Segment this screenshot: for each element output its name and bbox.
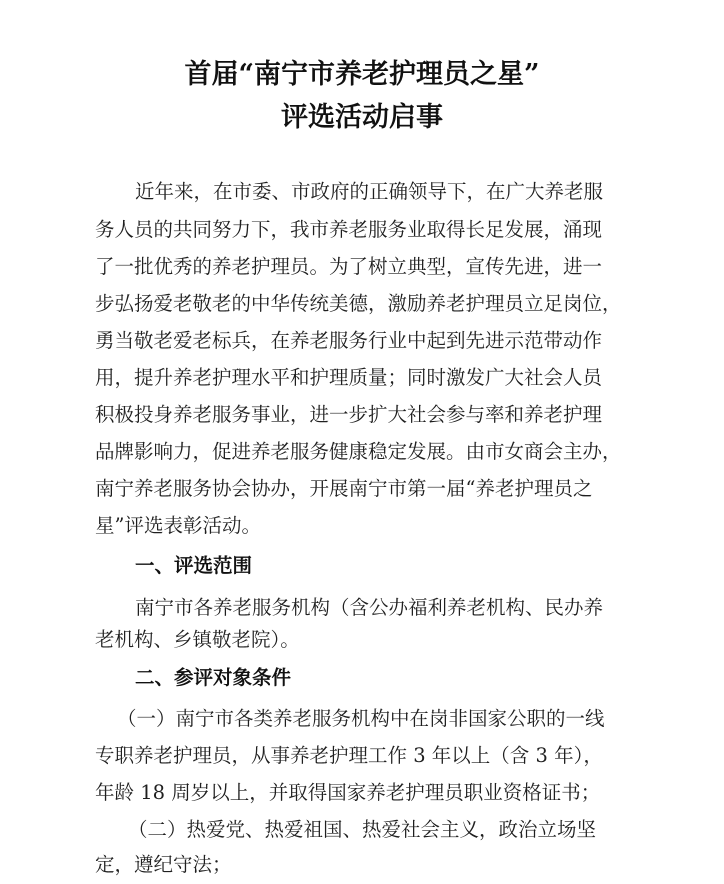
intro-line: 星”评选表彰活动。	[95, 514, 261, 537]
intro-line: 近年来，在市委、市政府的正确领导下，在广大养老服	[135, 180, 604, 203]
section-line: 老机构、乡镇敬老院）。	[95, 628, 300, 651]
intro-line: 了一批优秀的养老护理员。为了树立典型，宣传先进，进一	[95, 255, 603, 278]
document-title-line-2: 评选活动启事	[281, 102, 443, 133]
intro-line: 品牌影响力，促进养老服务健康稳定发展。由市女商会主办，	[95, 440, 622, 463]
document-title-line-1: 首届“南宁市养老护理员之星”	[184, 59, 540, 90]
section-line: （二）热爱党、热爱祖国、热爱社会主义，政治立场坚	[128, 818, 597, 841]
intro-line: 务人员的共同努力下，我市养老服务业取得长足发展，涌现	[95, 218, 603, 241]
section-line: （一）南宁市各类养老服务机构中在岗非国家公职的一线	[117, 707, 605, 730]
intro-line: 步弘扬爱老敬老的中华传统美德，激励养老护理员立足岗位，	[95, 292, 622, 315]
section-heading-criteria: 二、参评对象条件	[135, 666, 292, 689]
section-heading-scope: 一、评选范围	[135, 554, 253, 577]
intro-line: 用，提升养老护理水平和护理质量；同时激发广大社会人员	[95, 366, 603, 389]
section-line: 定，遵纪守法；	[95, 853, 232, 876]
intro-line: 勇当敬老爱老标兵，在养老服务行业中起到先进示范带动作	[95, 329, 603, 352]
intro-line: 南宁养老服务协会协办，开展南宁市第一届“养老护理员之	[95, 477, 593, 500]
section-line: 专职养老护理员，从事养老护理工作 3 年以上（含 3 年），	[95, 744, 603, 767]
section-line: 南宁市各养老服务机构（含公办福利养老机构、民办养	[135, 596, 604, 619]
section-line: 年龄 18 周岁以上，并取得国家养老护理员职业资格证书；	[95, 781, 601, 804]
intro-line: 积极投身养老服务事业，进一步扩大社会参与率和养老护理	[95, 403, 603, 426]
